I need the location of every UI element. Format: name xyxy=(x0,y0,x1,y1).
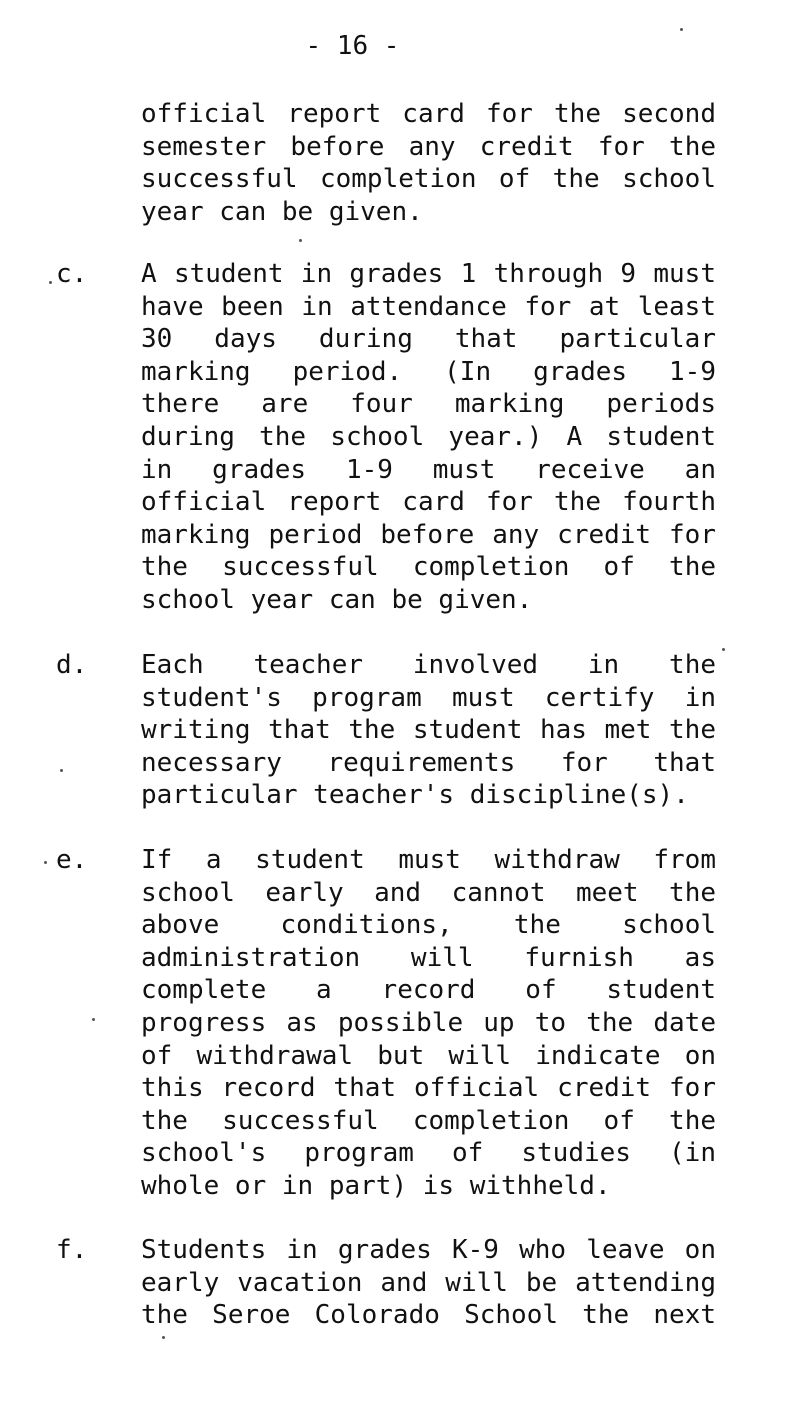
list-marker: c. xyxy=(56,259,88,289)
text-line: complete a record of student xyxy=(141,975,716,1006)
page-number: - 16 - xyxy=(305,31,400,61)
text-line: during the school year.) A student xyxy=(141,421,716,452)
text-line: in grades 1-9 must receive an xyxy=(141,454,716,485)
text-line: administration will furnish as xyxy=(141,942,716,973)
item-text xyxy=(141,844,716,1203)
text-line: the Seroe Colorado School the next xyxy=(141,1300,716,1331)
text-line: whole or in part) is withheld. xyxy=(141,1170,611,1201)
scan-speck xyxy=(162,1336,165,1339)
item-text xyxy=(141,649,716,812)
text-line: Students in grades K-9 who leave on xyxy=(141,1235,716,1265)
text-line: the successful completion of the xyxy=(141,552,716,583)
text-line: student's program must certify in xyxy=(141,682,716,713)
text-line: Each teacher involved in the xyxy=(141,650,716,680)
text-line: marking period. (In grades 1-9 xyxy=(141,356,716,387)
scan-speck xyxy=(680,28,683,31)
text-line: there are four marking periods xyxy=(141,389,716,420)
text-line: writing that the student has met the xyxy=(141,715,716,746)
text-line: A student in grades 1 through 9 must xyxy=(141,259,716,289)
text-line: have been in attendance for at least xyxy=(141,291,716,322)
text-line: necessary requirements for that xyxy=(141,747,716,778)
text-line: progress as possible up to the date xyxy=(141,1007,716,1038)
text-line: successful completion of the school xyxy=(141,164,716,195)
scan-speck xyxy=(49,281,52,284)
scan-speck xyxy=(299,239,302,242)
text-line: If a student must withdraw from xyxy=(141,845,716,875)
scan-speck xyxy=(60,769,63,772)
text-line: the successful completion of the xyxy=(141,1105,716,1136)
text-line: above conditions, the school xyxy=(141,910,716,941)
text-line: this record that official credit for xyxy=(141,1073,716,1104)
text-line: 30 days during that particular xyxy=(141,324,716,355)
text-line: school year can be given. xyxy=(141,584,533,615)
text-line: official report card for the second xyxy=(141,99,716,129)
item-text xyxy=(141,258,716,617)
item-text xyxy=(141,1234,716,1332)
text-line: of withdrawal but will indicate on xyxy=(141,1040,716,1071)
list-marker: d. xyxy=(56,650,88,680)
text-line: school early and cannot meet the xyxy=(141,877,716,908)
text-line: early vacation and will be attending xyxy=(141,1267,716,1298)
text-line: particular teacher's discipline(s). xyxy=(141,780,689,811)
text-line: official report card for the fourth xyxy=(141,487,716,518)
scan-speck xyxy=(44,861,47,864)
text-line: marking period before any credit for xyxy=(141,519,716,550)
scan-speck xyxy=(92,1018,95,1021)
list-marker: f. xyxy=(56,1235,88,1265)
scan-speck xyxy=(722,648,725,651)
text-line: year can be given. xyxy=(141,196,423,227)
text-line: school's program of studies (in xyxy=(141,1138,716,1169)
list-marker: e. xyxy=(56,845,88,875)
continued-paragraph xyxy=(141,98,716,228)
text-line: semester before any credit for the xyxy=(141,131,716,162)
